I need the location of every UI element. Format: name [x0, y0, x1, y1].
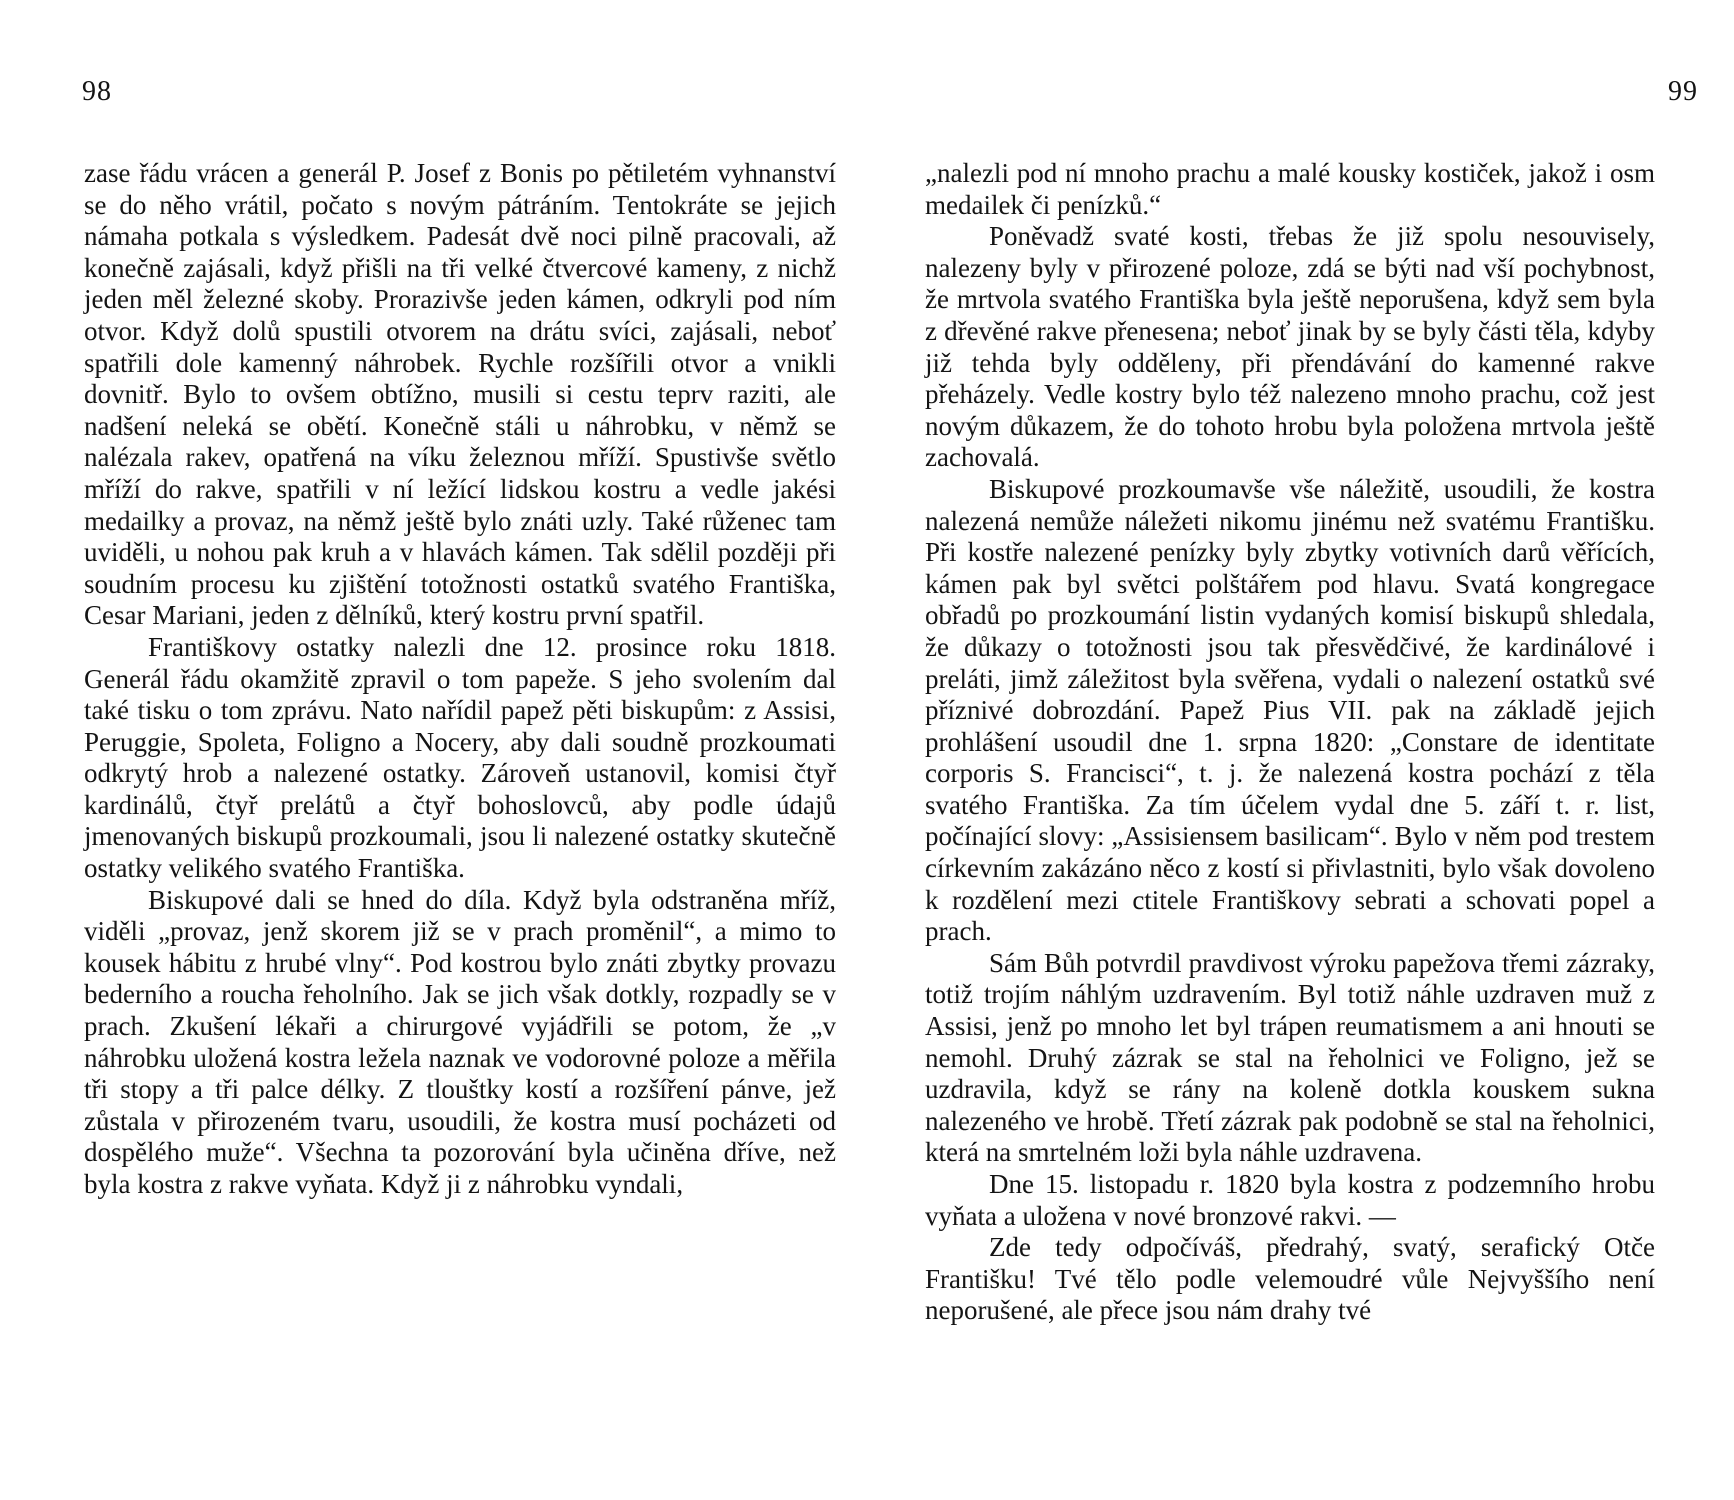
right-page-number: 99 — [1668, 76, 1698, 107]
right-paragraph-6: Zde tedy odpočíváš, předrahý, svatý, serafický Otče Františku! Tvé tělo podle velemoudré vůle Nejvyššího není neporušené, ale přece jsou nám drahy tvé — [925, 1232, 1655, 1326]
right-paragraph-3: Biskupové prozkoumavše vše náležitě, usoudili, že kostra nalezená nemůže náležeti nikomu jinému než svatému Františku. Při kostře nalezené penízky byly zbytky votivních darů věřících, kámen pak byl světci polštářem pod hlavu. Svatá kongregace obřadů po prozkoumání listin vydaných komisí biskupů shledala, že důkazy o totožnosti jsou tak přesvědčivé, že kardinálové i preláti, jimž záležitost byla svěřena, vydali o nalezení ostatků své příznivé dobrozdání. Papež Pius VII. pak na základě jejich prohlášení usoudil dne 1. srpna 1820: „Constare de identitate corporis S. Francisci“, t. j. že nalezená kostra pochází z těla svatého Františka. Za tím účelem vydal dne 5. září t. r. list, počínající slovy: „Assisiensem basilicam“. Bylo v něm pod trestem církevním zakázáno něco z kostí si přivlastniti, bylo však dovoleno k rozdělení mezi ctitele Františkovy sebrati a schovati popel a prach. — [925, 473, 1655, 947]
right-paragraph-1: „nalezli pod ní mnoho prachu a malé kousky kostiček, jakož i osm medailek či penízků.“ — [925, 158, 1655, 220]
left-paragraph-1: zase řádu vrácen a generál P. Josef z Bonis po pětiletém vyhnanství se do něho vrátil, počato s novým pátráním. Tentokráte se jejich námaha potkala s výsledkem. Padesát dvě noci pilně pracovali, až konečně zajásali, když přišli na tři velké čtvercové kameny, z nichž jeden měl železné skoby. Prorazivše jeden kámen, odkryli pod ním otvor. Když dolů spustili otvorem na drátu svíci, zajásali, neboť spatřili dole kamenný náhrobek. Rychle rozšířili otvor a vnikli dovnitř. Bylo to ovšem obtížno, musili si cestu teprv raziti, ale nadšení neleká se obětí. Konečně stáli u náhrobku, v němž se nalézala rakev, opatřená na víku železnou mříží. Spustivše světlo mříží do rakve, spatřili v ní ležící lidskou kostru a vedle jakési medailky a provaz, na němž ještě bylo znáti uzly. Také růženec tam uviděli, u nohou pak kruh a v hlavách kámen. Tak sdělil později při soudním procesu ku zjištění totožnosti ostatků svatého Františka, Cesar Mariani, jeden z dělníků, který kostru první spatřil. — [84, 158, 836, 631]
left-paragraph-2: Františkovy ostatky nalezli dne 12. prosince roku 1818. Generál řádu okamžitě zpravil o tom papeže. S jeho svolením dal také tisku o tom zprávu. Nato nařídil papež pěti biskupům: z Assisi, Peruggie, Spoleta, Foligno a Nocery, aby dali soudně prozkoumati odkrytý hrob a nalezené ostatky. Zároveň ustanovil, komisi čtyř kardinálů, čtyř prelátů a čtyř bohoslovců, aby podle údajů jmenovaných biskupů prozkoumali, jsou li nalezené ostatky skutečně ostatky velikého svatého Františka. — [84, 631, 836, 884]
left-page-number: 98 — [82, 76, 112, 107]
right-paragraph-2: Poněvadž svaté kosti, třebas že již spolu nesouvisely, nalezeny byly v přirozené poloze, zdá se býti nad vší pochybnost, že mrtvola svatého Františka byla ještě neporušena, když sem byla z dřevěné rakve přenesena; neboť jinak by se byly části těla, kdyby již tehda byly odděleny, při přendávání do kamenné rakve přeházely. Vedle kostry bylo též nalezeno mnoho prachu, což jest novým důkazem, že do tohoto hrobu byla položena mrtvola ještě zachovalá. — [925, 221, 1655, 473]
left-page-text — [84, 158, 836, 1201]
right-page-text — [925, 158, 1655, 1327]
right-paragraph-4: Sám Bůh potvrdil pravdivost výroku papežova třemi zázraky, totiž trojím náhlým uzdravením. Byl totiž náhle uzdraven muž z Assisi, jenž po mnoho let byl trápen reumatismem a ani hnouti se nemohl. Druhý zázrak se stal na řeholnici ve Foligno, jež se uzdravila, když se rány na koleně dotkla kouskem sukna nalezeného ve hrobě. Třetí zázrak pak podobně se stal na řeholnici, která na smrtelném loži byla náhle uzdravena. — [925, 947, 1655, 1168]
left-paragraph-3: Biskupové dali se hned do díla. Když byla odstraněna mříž, viděli „provaz, jenž skorem již se v prach proměnil“, a mimo to kousek hábitu z hrubé vlny“. Pod kostrou bylo znáti zbytky provazu bederního a roucha řeholního. Jak se jich však dotkly, rozpadly se v prach. Zkušení lékaři a chirurgové vyjádřili se potom, že „v náhrobku uložená kostra ležela naznak ve vodorovné poloze a měřila tři stopy a tři palce délky. Z tlouštky kostí a rozšíření pánve, jež zůstala v přirozeném tvaru, usoudili, že kostra musí pocházeti od dospělého muže“. Všechna ta pozorování byla učiněna dříve, než byla kostra z rakve vyňata. Když ji z náhrobku vyndali, — [84, 884, 836, 1199]
right-paragraph-5: Dne 15. listopadu r. 1820 byla kostra z podzemního hrobu vyňata a uložena v nové bronzové rakvi. — — [925, 1169, 1655, 1231]
right-page — [867, 0, 1734, 1500]
